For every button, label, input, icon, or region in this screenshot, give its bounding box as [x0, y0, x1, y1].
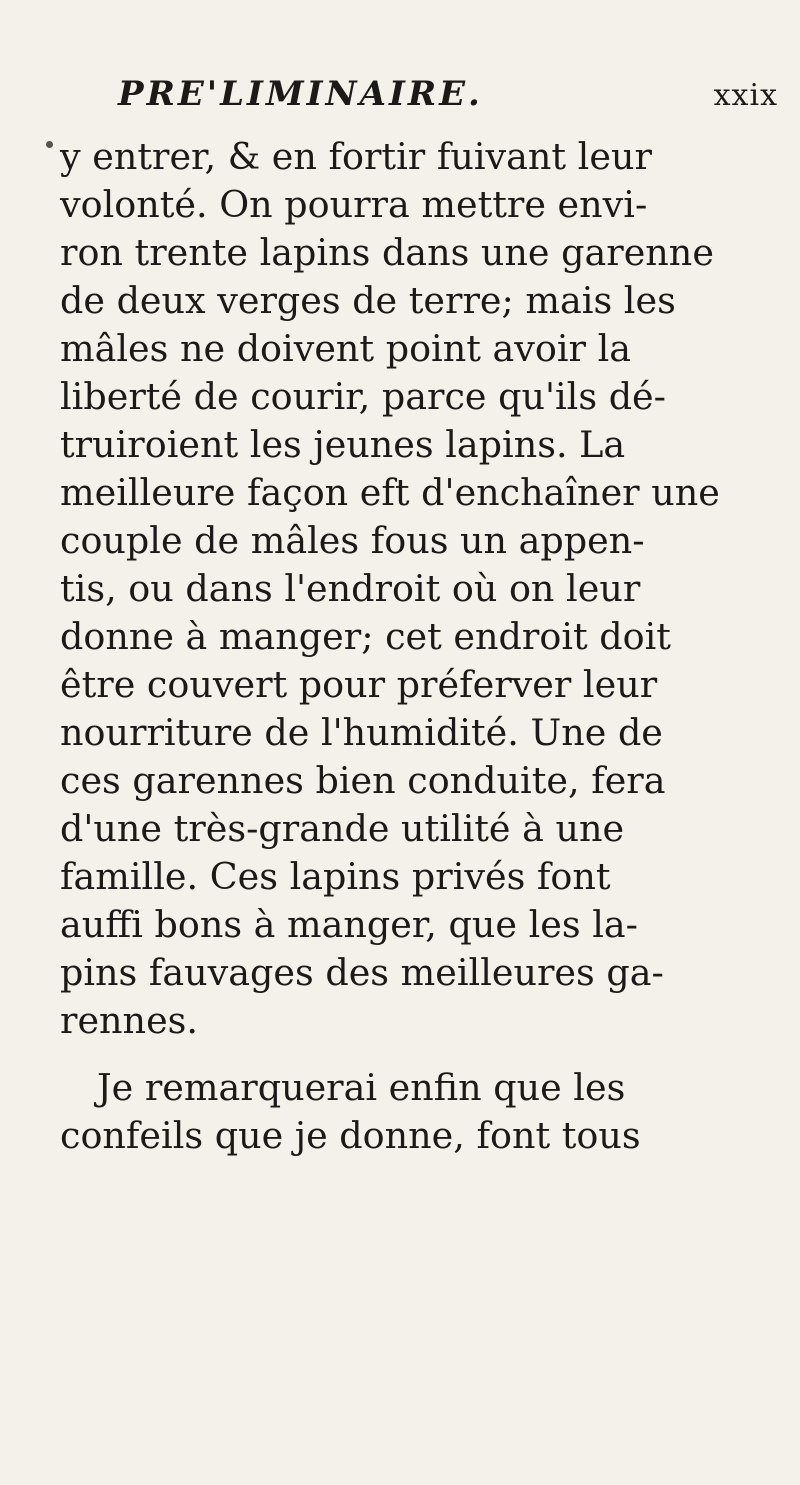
text-line: ron trente lapins dans une garenne — [60, 231, 714, 274]
body-text — [60, 133, 750, 1160]
text-line: tis, ou dans l'endroit où on leur — [60, 567, 641, 610]
text-line: truiroient les jeunes lapins. La — [60, 423, 626, 466]
text-line: mâles ne doivent point avoir la — [60, 327, 632, 370]
text-line: d'une très-grande utilité à une — [60, 807, 625, 850]
text-line: être couvert pour préferver leur — [60, 663, 658, 706]
text-line: Je remarquerai enfin que les — [97, 1066, 626, 1109]
paragraph — [60, 133, 750, 1045]
text-line: donne à manger; cet endroit doit — [60, 615, 671, 658]
text-line: famille. Ces lapins privés font — [60, 855, 611, 898]
page-header — [118, 74, 778, 114]
text-line: confeils que je donne, font tous — [60, 1114, 641, 1157]
text-line: liberté de courir, parce qu'ils dé- — [60, 375, 666, 418]
text-line: pins fauvages des meilleures ga- — [60, 951, 664, 994]
running-title: PRE'LIMINAIRE. — [118, 74, 483, 114]
margin-mark — [46, 141, 53, 148]
text-line: volonté. On pourra mettre envi- — [60, 183, 648, 226]
text-line: meilleure façon eft d'enchaîner une — [60, 471, 720, 514]
paragraph — [60, 1064, 750, 1160]
text-line: rennes. — [60, 999, 198, 1042]
text-line: couple de mâles fous un appen- — [60, 519, 645, 562]
text-line: de deux verges de terre; mais les — [60, 279, 676, 322]
text-line: y entrer, & en fortir fuivant leur — [60, 135, 652, 178]
text-line: auffi bons à manger, que les la- — [60, 903, 638, 946]
text-line: nourriture de l'humidité. Une de — [60, 711, 663, 754]
text-line: ces garennes bien conduite, fera — [60, 759, 666, 802]
page-number: xxix — [713, 78, 778, 113]
